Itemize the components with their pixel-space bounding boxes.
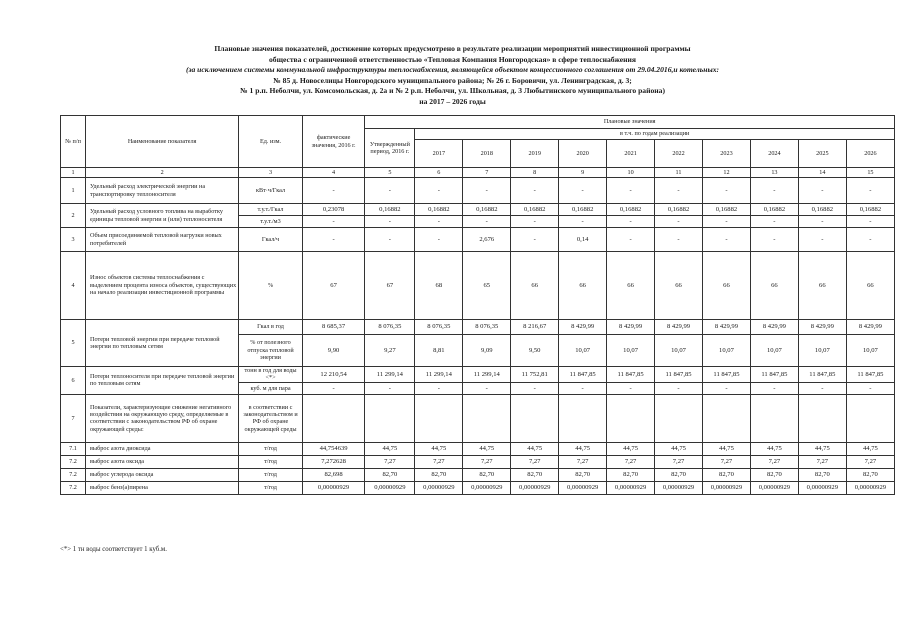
year-value-cell: - <box>655 228 703 252</box>
year-value-cell: 11 752,81 <box>511 367 559 383</box>
header-line-6: на 2017 – 2026 годы <box>419 96 486 106</box>
unit-cell: т/год <box>239 481 303 494</box>
year-value-cell: - <box>415 228 463 252</box>
header-year-2021: 2021 <box>607 140 655 168</box>
year-value-cell: 10,07 <box>607 335 655 367</box>
actual-2016-cell: - <box>302 216 365 228</box>
table-row <box>61 442 895 455</box>
year-value-cell: 44,75 <box>511 442 559 455</box>
column-number: 3 <box>239 168 303 178</box>
year-value-cell: 66 <box>846 252 894 320</box>
actual-2016-cell: - <box>302 178 365 204</box>
year-value-cell: - <box>798 216 846 228</box>
year-value-cell: 0,16882 <box>750 204 798 216</box>
column-number: 4 <box>302 168 365 178</box>
column-number: 10 <box>607 168 655 178</box>
year-value-cell: - <box>703 228 751 252</box>
unit-cell: куб. м для пара <box>239 382 303 394</box>
year-value-cell: 0,00000929 <box>415 481 463 494</box>
year-value-cell: - <box>846 216 894 228</box>
year-value-cell: 10,07 <box>703 335 751 367</box>
year-value-cell <box>607 394 655 442</box>
year-value-cell: - <box>559 178 607 204</box>
header-year-2024: 2024 <box>750 140 798 168</box>
table-row <box>61 468 895 481</box>
year-value-cell: 66 <box>750 252 798 320</box>
year-value-cell: 44,75 <box>463 442 511 455</box>
year-value-cell <box>798 394 846 442</box>
year-value-cell: 8 076,35 <box>463 320 511 335</box>
year-value-cell: 44,75 <box>415 442 463 455</box>
year-value-cell: - <box>846 228 894 252</box>
year-value-cell: 66 <box>703 252 751 320</box>
column-number: 7 <box>463 168 511 178</box>
row-number: 7 <box>61 394 86 442</box>
year-value-cell: 66 <box>607 252 655 320</box>
table-row <box>61 228 895 252</box>
year-value-cell: 11 847,85 <box>846 367 894 383</box>
year-value-cell: - <box>511 228 559 252</box>
year-value-cell: 9,50 <box>511 335 559 367</box>
year-value-cell: 82,70 <box>703 468 751 481</box>
header-approved: Утвержденный период, 2016 г. <box>365 129 415 168</box>
year-value-cell: 82,70 <box>798 468 846 481</box>
unit-cell: т/год <box>239 442 303 455</box>
year-value-cell: - <box>750 228 798 252</box>
year-value-cell: - <box>655 382 703 394</box>
table-row <box>61 455 895 468</box>
year-value-cell <box>511 394 559 442</box>
header-line-5: № 1 р.п. Неболчи, ул. Комсомольская, д. 2а и № 2 р.п. Неболчи, ул. Школьная, д. 3 Любытинского муниципального района) <box>240 86 665 96</box>
year-value-cell: 9,09 <box>463 335 511 367</box>
year-value-cell: 0,00000929 <box>846 481 894 494</box>
year-value-cell: - <box>703 216 751 228</box>
year-value-cell: 8 076,35 <box>415 320 463 335</box>
year-value-cell: 0,00000929 <box>511 481 559 494</box>
year-value-cell: 11 847,85 <box>750 367 798 383</box>
header-by-year: в т.ч. по годам реализации <box>415 129 895 140</box>
year-value-cell: 0,16882 <box>846 204 894 216</box>
year-value-cell: 0,16882 <box>559 204 607 216</box>
indicator-name: выброс углерода оксида <box>86 468 239 481</box>
year-value-cell: 7,27 <box>463 455 511 468</box>
approved-2016-cell: 67 <box>365 252 415 320</box>
year-value-cell: 0,00000929 <box>607 481 655 494</box>
year-value-cell: - <box>559 216 607 228</box>
header-line-2: общества с ограниченной ответственностью «Тепловая Компания Новгородская» в сфере теплоснабжения <box>268 54 636 64</box>
actual-2016-cell: 9,90 <box>302 335 365 367</box>
year-value-cell: 8 429,99 <box>798 320 846 335</box>
year-value-cell: - <box>607 382 655 394</box>
row-number: 7.2 <box>61 481 86 494</box>
indicator-name: выброс азота оксида <box>86 455 239 468</box>
row-number: 4 <box>61 252 86 320</box>
header-year-2019: 2019 <box>511 140 559 168</box>
year-value-cell: 2,676 <box>463 228 511 252</box>
column-number: 2 <box>86 168 239 178</box>
year-value-cell: - <box>559 382 607 394</box>
year-value-cell: 8 429,99 <box>750 320 798 335</box>
year-value-cell: 11 299,14 <box>463 367 511 383</box>
table-row <box>61 367 895 383</box>
row-number: 2 <box>61 204 86 228</box>
year-value-cell: 82,70 <box>607 468 655 481</box>
year-value-cell: - <box>415 382 463 394</box>
actual-2016-cell: 67 <box>302 252 365 320</box>
header-year-2025: 2025 <box>798 140 846 168</box>
year-value-cell: 0,16882 <box>655 204 703 216</box>
year-value-cell: 0,16882 <box>511 204 559 216</box>
column-number: 8 <box>511 168 559 178</box>
year-value-cell: 44,75 <box>559 442 607 455</box>
year-value-cell: 7,27 <box>798 455 846 468</box>
year-value-cell <box>559 394 607 442</box>
year-value-cell: 10,07 <box>559 335 607 367</box>
year-value-cell: 7,27 <box>703 455 751 468</box>
header-year-2017: 2017 <box>415 140 463 168</box>
year-value-cell: 0,16882 <box>798 204 846 216</box>
year-value-cell: 44,75 <box>655 442 703 455</box>
header-year-2022: 2022 <box>655 140 703 168</box>
year-value-cell: - <box>463 382 511 394</box>
row-number: 6 <box>61 367 86 395</box>
header-year-2023: 2023 <box>703 140 751 168</box>
year-value-cell: 11 847,85 <box>607 367 655 383</box>
year-value-cell: - <box>655 216 703 228</box>
year-value-cell: 7,27 <box>607 455 655 468</box>
year-value-cell: 82,70 <box>415 468 463 481</box>
approved-2016-cell <box>365 394 415 442</box>
row-number: 3 <box>61 228 86 252</box>
year-value-cell: - <box>750 382 798 394</box>
year-value-cell: 11 847,85 <box>703 367 751 383</box>
year-value-cell: - <box>415 216 463 228</box>
column-number: 13 <box>750 168 798 178</box>
year-value-cell: 66 <box>655 252 703 320</box>
year-value-cell: 0,16882 <box>703 204 751 216</box>
unit-cell: в соответствии с законодательством и РФ об охране окружающей среды <box>239 394 303 442</box>
column-number: 11 <box>655 168 703 178</box>
year-value-cell: 8 429,99 <box>703 320 751 335</box>
year-value-cell: 44,75 <box>703 442 751 455</box>
year-value-cell: 44,75 <box>750 442 798 455</box>
year-value-cell: 65 <box>463 252 511 320</box>
approved-2016-cell: - <box>365 178 415 204</box>
year-value-cell: 0,14 <box>559 228 607 252</box>
year-value-cell: 68 <box>415 252 463 320</box>
indicator-name: Удельный расход условного топлива на выработку единицы тепловой энергии и (или) теплоносителя <box>86 204 239 228</box>
approved-2016-cell: 0,00000929 <box>365 481 415 494</box>
indicator-name: Объем присоединяемой тепловой нагрузки новых потребителей <box>86 228 239 252</box>
approved-2016-cell: - <box>365 216 415 228</box>
year-value-cell: - <box>750 178 798 204</box>
year-value-cell: 10,07 <box>846 335 894 367</box>
year-value-cell: - <box>511 382 559 394</box>
actual-2016-cell: 44,754639 <box>302 442 365 455</box>
year-value-cell: 0,16882 <box>415 204 463 216</box>
year-value-cell: 8 429,99 <box>607 320 655 335</box>
unit-cell: тонн в год для воды <*> <box>239 367 303 383</box>
year-value-cell: 8 216,67 <box>511 320 559 335</box>
year-value-cell: - <box>703 178 751 204</box>
year-value-cell: 82,70 <box>655 468 703 481</box>
column-number: 5 <box>365 168 415 178</box>
header-indicator: Наименование показателя <box>86 116 239 168</box>
year-value-cell: - <box>511 178 559 204</box>
table-row <box>61 320 895 335</box>
year-value-cell: 7,27 <box>511 455 559 468</box>
year-value-cell: - <box>607 228 655 252</box>
row-number: 7.2 <box>61 468 86 481</box>
indicator-name: Потери теплоносителя при передаче тепловой энергии по тепловым сетям <box>86 367 239 395</box>
year-value-cell: 7,27 <box>559 455 607 468</box>
year-value-cell: - <box>415 178 463 204</box>
year-value-cell <box>655 394 703 442</box>
year-value-cell: 66 <box>559 252 607 320</box>
year-value-cell: - <box>607 216 655 228</box>
year-value-cell: 44,75 <box>846 442 894 455</box>
actual-2016-cell: 0,00000929 <box>302 481 365 494</box>
header-line-1: Плановые значения показателей, достижение которых предусмотрено в результате реализации мероприятий инвестиционной программы <box>214 44 691 53</box>
unit-cell: т/год <box>239 468 303 481</box>
year-value-cell <box>703 394 751 442</box>
year-value-cell: 82,70 <box>846 468 894 481</box>
year-value-cell: - <box>846 178 894 204</box>
unit-cell: Гкал в год <box>239 320 303 335</box>
year-value-cell: 11 847,85 <box>559 367 607 383</box>
actual-2016-cell: - <box>302 382 365 394</box>
year-value-cell: - <box>463 178 511 204</box>
year-value-cell: - <box>798 228 846 252</box>
year-value-cell: 11 847,85 <box>655 367 703 383</box>
year-value-cell: 7,27 <box>750 455 798 468</box>
year-value-cell: - <box>750 216 798 228</box>
indicator-name: Потери тепловой энергии при передаче тепловой энергии по тепловым сетям <box>86 320 239 367</box>
row-number: 7.2 <box>61 455 86 468</box>
year-value-cell: 7,27 <box>415 455 463 468</box>
year-value-cell: 82,70 <box>750 468 798 481</box>
year-value-cell: 0,00000929 <box>559 481 607 494</box>
column-number: 15 <box>846 168 894 178</box>
unit-cell: Гкал/ч <box>239 228 303 252</box>
year-value-cell: 10,07 <box>750 335 798 367</box>
year-value-cell: - <box>607 178 655 204</box>
indicator-name: Удельный расход электрической энергии на транспортировку теплоносителя <box>86 178 239 204</box>
year-value-cell: 8,81 <box>415 335 463 367</box>
year-value-cell: 0,00000929 <box>798 481 846 494</box>
year-value-cell: 7,27 <box>655 455 703 468</box>
indicator-name: выброс бенз(а)пирена <box>86 481 239 494</box>
column-number: 12 <box>703 168 751 178</box>
year-value-cell: 0,00000929 <box>703 481 751 494</box>
year-value-cell: 10,07 <box>798 335 846 367</box>
header-actual: фактические значения, 2016 г. <box>302 116 365 168</box>
unit-cell: % от полезного отпуска тепловой энергии <box>239 335 303 367</box>
header-year-2020: 2020 <box>559 140 607 168</box>
year-value-cell <box>415 394 463 442</box>
approved-2016-cell: 9,27 <box>365 335 415 367</box>
header-num: № п/п <box>61 116 86 168</box>
year-value-cell: - <box>798 382 846 394</box>
year-value-cell: 8 429,99 <box>846 320 894 335</box>
approved-2016-cell: 11 299,14 <box>365 367 415 383</box>
table-row <box>61 481 895 494</box>
column-number: 14 <box>798 168 846 178</box>
row-number: 7.1 <box>61 442 86 455</box>
table-row <box>61 394 895 442</box>
approved-2016-cell: 8 076,35 <box>365 320 415 335</box>
unit-cell: т.у.т./Гкал <box>239 204 303 216</box>
year-value-cell: 10,07 <box>655 335 703 367</box>
year-value-cell: 44,75 <box>798 442 846 455</box>
year-value-cell: - <box>655 178 703 204</box>
header-line-3: (за исключением системы коммунальной инфраструктуры теплоснабжения, являющейся объектом концессионного соглашения от 29.04.2016,и котельных: <box>185 65 720 75</box>
year-value-cell <box>463 394 511 442</box>
unit-cell: т/год <box>239 455 303 468</box>
year-value-cell: - <box>798 178 846 204</box>
actual-2016-cell: 82,698 <box>302 468 365 481</box>
year-value-cell: 11 299,14 <box>415 367 463 383</box>
year-value-cell: 82,70 <box>559 468 607 481</box>
approved-2016-cell: - <box>365 382 415 394</box>
year-value-cell: 8 429,99 <box>559 320 607 335</box>
approved-2016-cell: 44,75 <box>365 442 415 455</box>
table-row <box>61 178 895 204</box>
unit-cell: % <box>239 252 303 320</box>
year-value-cell: 0,16882 <box>607 204 655 216</box>
actual-2016-cell: - <box>302 228 365 252</box>
column-number: 6 <box>415 168 463 178</box>
year-value-cell: - <box>703 382 751 394</box>
actual-2016-cell: 8 685,37 <box>302 320 365 335</box>
header-unit: Ед. изм. <box>239 116 303 168</box>
year-value-cell <box>750 394 798 442</box>
year-value-cell: 44,75 <box>607 442 655 455</box>
header-line-4: № 85 д. Новоселицы Новгородского муниципального района; № 26 г. Боровичи, ул. Ленинградская, д. 3; <box>273 75 632 85</box>
column-number: 9 <box>559 168 607 178</box>
year-value-cell: 82,70 <box>463 468 511 481</box>
actual-2016-cell: 0,23078 <box>302 204 365 216</box>
approved-2016-cell: - <box>365 228 415 252</box>
year-value-cell <box>846 394 894 442</box>
table-row <box>61 252 895 320</box>
year-value-cell: 66 <box>511 252 559 320</box>
year-value-cell: 7,27 <box>846 455 894 468</box>
header-planned: Плановые значения <box>365 116 895 129</box>
indicators-table <box>60 115 895 495</box>
table-row <box>61 204 895 216</box>
actual-2016-cell <box>302 394 365 442</box>
approved-2016-cell: 82,70 <box>365 468 415 481</box>
year-value-cell: 0,00000929 <box>463 481 511 494</box>
unit-cell: кВт·ч/Гкал <box>239 178 303 204</box>
year-value-cell: 0,00000929 <box>750 481 798 494</box>
approved-2016-cell: 7,27 <box>365 455 415 468</box>
indicator-name: выброс азота диоксида <box>86 442 239 455</box>
year-value-cell: - <box>846 382 894 394</box>
document-header <box>80 44 825 108</box>
year-value-cell: 0,00000929 <box>655 481 703 494</box>
footnote: <*> 1 тн воды соответствует 1 куб.м. <box>60 546 167 553</box>
row-number: 1 <box>61 178 86 204</box>
year-value-cell: - <box>463 216 511 228</box>
year-value-cell: 11 847,85 <box>798 367 846 383</box>
indicator-name: Износ объектов системы теплоснабжения с выделением процента износа объектов, существующих на начало реализации инвестиционной программы <box>86 252 239 320</box>
actual-2016-cell: 12 210,54 <box>302 367 365 383</box>
header-year-2018: 2018 <box>463 140 511 168</box>
actual-2016-cell: 7,272628 <box>302 455 365 468</box>
approved-2016-cell: 0,16882 <box>365 204 415 216</box>
year-value-cell: 66 <box>798 252 846 320</box>
year-value-cell: 8 429,99 <box>655 320 703 335</box>
year-value-cell: 82,70 <box>511 468 559 481</box>
unit-cell: т.у.т./м3 <box>239 216 303 228</box>
column-number: 1 <box>61 168 86 178</box>
year-value-cell: 0,16882 <box>463 204 511 216</box>
indicator-name: Показатели, характеризующие снижение негативного воздействия на окружающую среду, определяемые в соответствии с законодательством РФ об охране окружающей среды: <box>86 394 239 442</box>
row-number: 5 <box>61 320 86 367</box>
header-year-2026: 2026 <box>846 140 894 168</box>
year-value-cell: - <box>511 216 559 228</box>
